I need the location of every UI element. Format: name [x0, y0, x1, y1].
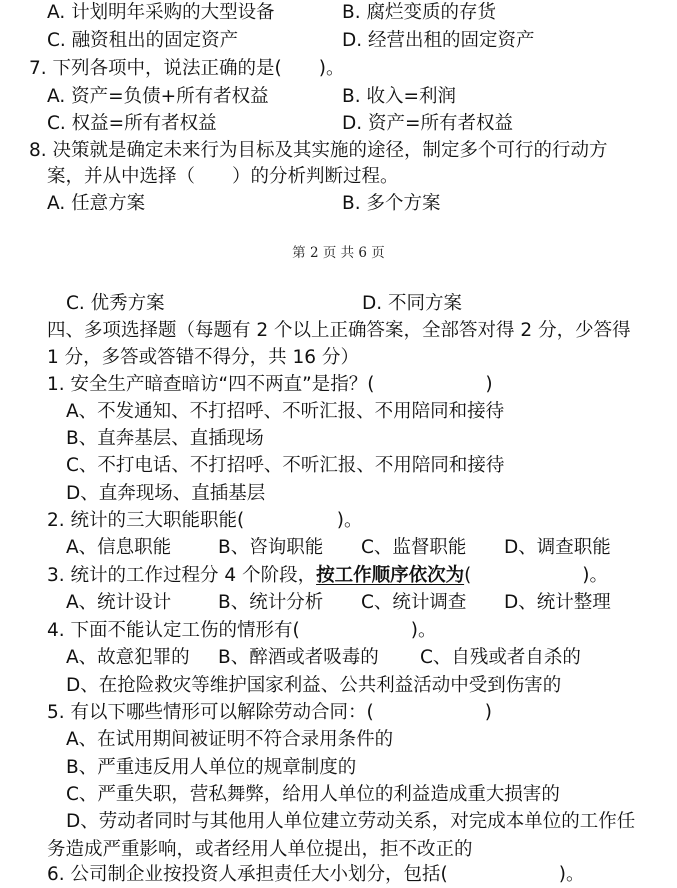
mq4-stem: 4. 下面不能认定工伤的情形有( )。 — [47, 620, 437, 641]
option-c: C、统计调查 — [361, 592, 467, 613]
option-a: A、故意犯罪的 — [66, 647, 190, 668]
mq3-stem-blank: ( )。 — [464, 565, 609, 586]
mq5-option-d-line-1: D、劳动者同时与其他用人单位建立劳动关系，对完成本单位的工作任 — [66, 811, 636, 832]
option-a: A、统计设计 — [66, 592, 172, 613]
mq6-stem: 6. 公司制企业按投资人承担责任大小划分，包括( )。 — [47, 864, 585, 885]
mq5-option-c: C、严重失职，营私舞弊，给用人单位的利益造成重大损害的 — [66, 784, 560, 805]
option-b: B. 多个方案 — [342, 193, 441, 214]
option-d: D. 不同方案 — [362, 293, 463, 314]
option-c: C、监督职能 — [361, 537, 467, 558]
option-b: B. 收入=利润 — [342, 86, 456, 107]
section-title-line-1: 四、多项选择题（每题有 2 个以上正确答案，全部答对得 2 分，少答得 — [47, 320, 631, 341]
page-footer: 第 2 页 共 6 页 — [292, 245, 385, 261]
mq5-option-b: B、严重违反用人单位的规章制度的 — [66, 757, 357, 778]
option-d: D. 资产=所有者权益 — [342, 113, 514, 134]
option-c: C. 优秀方案 — [66, 293, 165, 314]
mq2-stem: 2. 统计的三大职能职能( )。 — [47, 510, 363, 531]
mq1-option-c: C、不打电话、不打招呼、不听汇报、不用陪同和接待 — [66, 455, 505, 476]
mq5-option-a: A、在试用期间被证明不符合录用条件的 — [66, 729, 394, 750]
mq1-stem: 1. 安全生产暗查暗访“四不两直”是指？( ) — [47, 374, 493, 395]
option-a: A、信息职能 — [66, 537, 172, 558]
option-d: D、统计整理 — [504, 592, 611, 613]
option-c: C、自残或者自杀的 — [420, 647, 581, 668]
option-c: C. 融资租出的固定资产 — [47, 30, 239, 51]
option-b: B、醉酒或者吸毒的 — [218, 647, 379, 668]
mq3-stem-text: 3. 统计的工作过程分 4 个阶段， — [47, 565, 317, 586]
mq4-option-d: D、在抢险救灾等维护国家利益、公共利益活动中受到伤害的 — [66, 675, 562, 696]
mq5-stem: 5. 有以下哪些情形可以解除劳动合同：( ) — [47, 702, 492, 723]
option-b: B、咨询职能 — [218, 537, 324, 558]
mq1-option-a: A、不发通知、不打招呼、不听汇报、不用陪同和接待 — [66, 401, 505, 422]
mq1-option-b: B、直奔基层、直插现场 — [66, 428, 264, 449]
mq5-option-d-line-2: 务造成严重影响，或者经用人单位提出，拒不改正的 — [47, 839, 473, 860]
option-d: D、调查职能 — [504, 537, 611, 558]
option-a: A. 任意方案 — [47, 193, 146, 214]
mq3-stem — [47, 563, 608, 589]
question-8-stem-line-2: 案，并从中选择（ ）的分析判断过程。 — [47, 166, 399, 187]
section-title-line-2: 1 分，多答或答错不得分，共 16 分） — [47, 347, 359, 368]
option-d: D. 经营出租的固定资产 — [342, 30, 535, 51]
question-8-stem-line-1: 8. 决策就是确定未来行为目标及其实施的途径，制定多个可行的行动方 — [29, 140, 608, 161]
mq3-stem-emphasis: 按工作顺序依次为 — [316, 565, 465, 586]
option-c: C. 权益=所有者权益 — [47, 113, 217, 134]
option-a: A. 计划明年采购的大型设备 — [47, 2, 275, 23]
option-a: A. 资产=负债+所有者权益 — [47, 86, 269, 107]
option-b: B. 腐烂变质的存货 — [342, 2, 496, 23]
option-b: B、统计分析 — [218, 592, 324, 613]
mq1-option-d: D、直奔现场、直插基层 — [66, 483, 266, 504]
question-7-stem: 7. 下列各项中，说法正确的是( )。 — [29, 58, 345, 79]
